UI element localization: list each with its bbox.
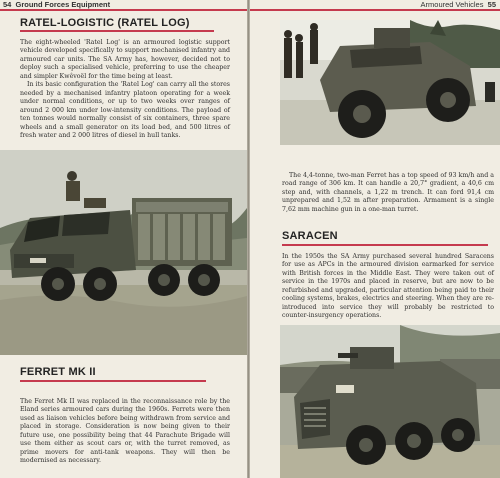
right-header-text xyxy=(421,0,496,9)
heading-saracen-rule xyxy=(282,244,488,246)
ratel-log-photo xyxy=(0,150,247,355)
ferret-mk2-para-1: The Ferret Mk II was replaced in the reconnaissance role by the Eland series armoured cars during the 1960s. Ferrets were then used as liaison vehicles before being withdrawn from service and placed in storage. Consideration is now being given to their future use, one possibility being that 44 Parachute Brigade will use them either as scout cars or, with the turret removed, as prime movers for anti-tank weapons. They will then be modernised as necessary. xyxy=(20,398,230,465)
ferret-specs-text xyxy=(282,172,494,214)
left-page-number: 54 xyxy=(3,0,12,9)
ferret-specs-para: The 4,4-tonne, two-man Ferret has a top speed of 93 km/h and a road range of 306 km. It can handle a 20,7° gradient, a 40,6 cm step and, with channels, a 1,22 m trench. It can ford 91,4 cm unprepared and 1,52 m after preparation. Armament is a single 7,62 mm machine gun in a one-man turret. xyxy=(282,172,494,213)
saracen-text xyxy=(282,253,494,321)
left-page xyxy=(0,0,247,478)
ferret-photo xyxy=(280,20,500,145)
ratel-log-text xyxy=(20,39,230,140)
right-running-title: Armoured Vehicles xyxy=(420,0,484,9)
right-page-number: 55 xyxy=(487,0,496,9)
heading-ratel-log: RATEL-LOGISTIC (RATEL LOG) xyxy=(20,17,190,29)
saracen-para-1: In the 1950s the SA Army purchased several hundred Saracens for use as APCs in the armoured division earmarked for service with British forces in the Middle East. They were taken out of service in the 1970s and placed in reserve, but are now to be refurbished and upgraded, particular attention being paid to their cooling systems, brakes, electrics and steering. When they are re-introduced into service they will probably be restricted to counter-insurgency operations. xyxy=(282,253,494,320)
heading-ferret-mk2: FERRET MK II xyxy=(20,366,96,378)
right-running-header xyxy=(250,0,500,11)
right-header-rule xyxy=(250,9,500,11)
heading-ratel-log-rule xyxy=(20,30,214,32)
saracen-photo xyxy=(280,325,500,478)
heading-ferret-mk2-rule xyxy=(20,380,206,382)
heading-saracen: SARACEN xyxy=(282,230,338,242)
left-header-text xyxy=(3,0,110,9)
left-running-title: Ground Forces Equipment xyxy=(15,0,111,9)
right-page xyxy=(250,0,500,478)
left-running-header xyxy=(0,0,247,11)
ratel-log-para-2: In its basic configuration the 'Ratel Log' can carry all the stores needed by a mechanised infantry platoon operating for a week under normal conditions, or up to two weeks over ranges of around 2 000 km under low-intensity conditions. The payload of ten tonnes would normally consist of six containers, three spare wheels and a small generator on its load bed, and 500 litres of fresh water and 2 000 litres of diesel in hull tanks. xyxy=(20,81,230,139)
ratel-log-para-1: The eight-wheeled 'Ratel Log' is an armoured logistic support vehicle developed specifically to support mechanised infantry and armoured car units. The SA Army has, however, decided not to deploy such a specialised vehicle, preferring to use the cheaper and simpler Kwêvoël for the time being at least. xyxy=(20,39,230,80)
left-header-rule xyxy=(0,9,247,11)
ferret-mk2-text xyxy=(20,398,230,466)
